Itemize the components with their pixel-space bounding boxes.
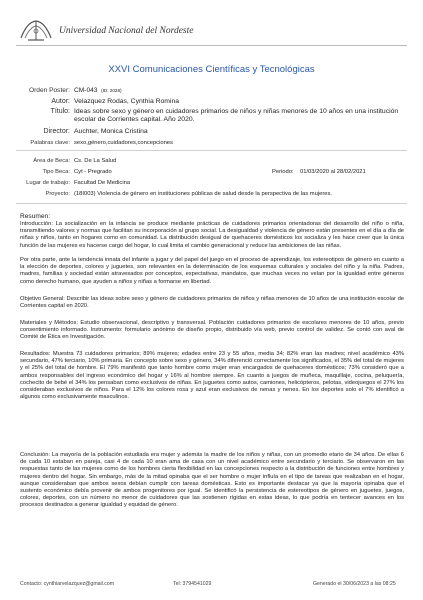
titulo-label: Título: — [50, 108, 70, 115]
university-name: Universidad Nacional del Nordeste — [59, 26, 194, 36]
area-value: Cs. De La Salud — [74, 158, 117, 164]
autor-label: Autor: — [51, 98, 70, 105]
lugar-label: Lugar de trabajo: — [26, 180, 70, 186]
proyecto-label: Proyecto: — [45, 191, 70, 197]
director-value: Auchter, Monica Cristina — [74, 128, 148, 135]
orden-value: CM-043 (ID: 2028) — [74, 87, 122, 94]
record-divider — [16, 150, 407, 151]
proyecto-value: (18I003) Violencia de género en instituciones públicas de salud desde la perspectiva de las mujeres. — [74, 191, 333, 197]
director-label: Director: — [43, 128, 70, 135]
tipo-label: Tipo Beca: — [42, 169, 70, 175]
resumen-paragraph-intro: Introducción: La socialización en la infancia se produce mediante prácticas de cuidadores primarios orientadoras del desarrollo del niño o niña, transmitiendo valores y normas que facilitan su incorporación al grupo social. La desigualdad y violencia de género están presentes en el día a día de niñas y niños, tanto en hogares como en comunidad. La distribución desigual de quehaceres domésticos los socializa y les hace creer que la única función de las mujeres es hacerse cargo del hogar, lo cual limita el cambio generacional y reduce las ambiciones de las niñas. — [20, 221, 404, 249]
resumen-paragraph-metodos: Materiales y Métodos: Estudio observacional, descriptivo y transversal. Población cuidadores primarios de escolares menores de 10 años, previo consentimiento informado. Instrumento: formulario anónimo de diseño propio, distribuido vía web, previo control de validez. Se contó con aval de Comité de Ética en Investigación. — [20, 320, 404, 341]
footer-generado: Generado el 30/06/2023 a las 08:25 — [313, 581, 396, 587]
resumen-paragraph-juego: Por otra parte, ante la tendencia innata del infante a jugar y del papel del juego en el proceso de aprendizaje, los estereotipos de género en cuanto a la elección de deportes, colores y juguetes, son relevantes en la determinación de los esquemas culturales y sociales del niño y la niña. Padres, madres, familias y sociedad están atravesados por conceptos, expectativas, mandatos, que muchas veces no velan por la igualdad entre géneros como derecho humano, que ayuden a niños y niñas a formarse en libertad. — [20, 257, 404, 285]
orden-label: Orden Poster: — [28, 87, 70, 94]
resumen-paragraph-objetivo: Objetivo General: Describir las ideas sobre sexo y género de cuidadores primarios de niños y niñas menores de 10 años de una institución escolar de Corrientes capital en 2020. — [20, 296, 404, 310]
unne-logo-icon — [19, 18, 53, 44]
palabras-label: Palabras clave: — [30, 140, 70, 146]
resumen-paragraph-conclusion: Conclusión: La mayoría de la población estudiada era mujer y además la madre de los niños y niñas, con un promedio etario de 34 años. De ellas 6 de cada 10 estaban en pareja, casi 4 de cada 10 eran ama de casa con un nivel académico entre secundario y terciario. Se observaron en las respuestas tanto de las mujeres como de los hombres cierta flexibilidad en las concepciones respecto a la distribución de funciones entre hombres y mujeres dentro del hogar. Sin embargo, más de la mitad opinaba que el ser hombre o mujer influía en el tipo de tareas que realizaban en el hogar, aunque consideraban que ambos sexos debían cumplir con tareas domésticas. Esto es importante destacar ya que la mayoría opinaba que el sustento económico debía provenir de ambos progenitores por igual. Se identificó la persistencia de estereotipos de género en juguetes, juegos, colores, deportes, con un número no menor de cuidadores que las sostienen rígidas en estas ideas, lo que podría en tentecer avances en los procesos destinados a generar igualdad y equidad de género. — [20, 452, 404, 509]
autor-value: Velazquez Rodas, Cynthia Romina — [74, 98, 180, 105]
summary-divider — [16, 203, 407, 204]
periodo-value: 01/03/2020 al 28/02/2021 — [300, 169, 366, 175]
resumen-title: Resumen: — [20, 213, 51, 220]
event-title: XXVI Comunicaciones Científicas y Tecnológicas — [108, 64, 315, 75]
periodo-label: Periodo: — [272, 169, 294, 175]
footer-contacto: Contacto: cynthiarvelazquez@gmail.com — [20, 581, 115, 587]
titulo-value: Ideas sobre sexo y género en cuidadores primarios de niños y niñas menores de 10 años en una institución escolar de Corrientes capital. Año 2020. — [74, 108, 399, 124]
area-label: Área de Beca: — [33, 158, 70, 164]
lugar-value: Facultad De Medicina — [74, 180, 131, 186]
header-divider — [16, 45, 407, 46]
palabras-value: sexo,género,cuidadores,concepciones — [74, 140, 173, 146]
tipo-value: Cyt - Pregrado — [74, 169, 112, 175]
footer-tel: Tel: 3794541029 — [173, 581, 212, 587]
orden-id: (ID: 2028) — [101, 88, 122, 93]
resumen-paragraph-resultados: Resultados: Muestra 73 cuidadores primarios; 89% mujeres; edades entre 23 y 55 años, media 34; 82% eran las madres; nivel académico 43% secundario, 47% terciario, 10% primaria. En concepto sobre sexo y género, 34% diferenció correctamente los significados, el 35% del total de mujeres y el 25% del total de hombre. El 79% manifestó que tanto hombre como mujer eran encargados de quehaceres domésticos; 73% consideró que a ambos responsables del ingreso económico del hogar y 16% al hombre siempre. En cuanto a juegos de muñeca, maquillaje, cocina, peluquería, cochecito de bebé el 34% los pensaban como exclusivos de niñas. En juguetes como autos, camiones, helicópteros, pelotas, videojuegos el 27% los consideraban exclusivos de niños. Para el 12% los colores rosa y azul eran exclusivos de nenas y nenes. En los deportes solo el 7% identificó a algunos como exclusivamente masculinos. — [20, 351, 404, 401]
